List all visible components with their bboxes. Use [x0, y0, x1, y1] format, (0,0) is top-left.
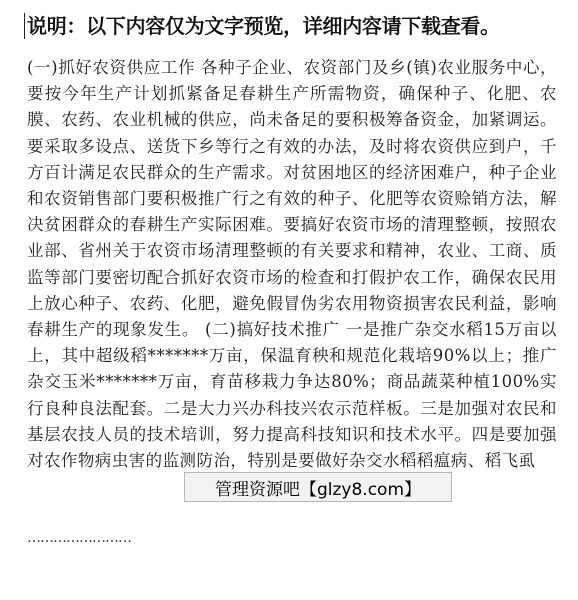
text-cursor [24, 13, 25, 39]
site-watermark: 管理资源吧【glzy8.com】 [184, 472, 452, 502]
preview-notice: 说明：以下内容仅为文字预览，详细内容请下载查看。 [27, 14, 500, 38]
truncation-ellipsis: …………………… [27, 530, 131, 546]
document-body-text: (一)抓好农资供应工作 各种子企业、农资部门及乡(镇)农业服务中心，要按今年生产计划抓紧备足春耕生产所需物资，确保种子、化肥、农膜、农药、农业机械的供应，尚未备足的要积极筹备资金，加紧调运。要采取多设点、送货下乡等行之有效的办法，及时将农资供应到户，千方百计满足农民群众的生产需求。对贫困地区的经济困难户，种子企业和农资销售部门要积极推广行之有效的种子、化肥等农资赊销方法，解决贫困群众的春耕生产实际困难。要搞好农资市场的清理整顿，按照农业部、省州关于农资市场清理整顿的有关要求和精神，农业、工商、质监等部门要密切配合抓好农资市场的检查和打假护农工作，确保农民用上放心种子、农药、化肥，避免假冒伪劣农用物资损害农民利益，影响春耕生产的现象发生。 (二)搞好技术推广 一是推广杂交水稻15万亩以上，其中超级稻*******万亩，保温育秧和规范化栽培90%以上；推广杂交玉米*******万亩，育苗移栽力争达80%；商品蔬菜种植100%实行良种良法配套。二是大力兴办科技兴农示范样板。三是加强对农民和基层农技人员的技术培训，努力提高科技知识和技术水平。四是要加强对农作物病虫害的监测防治，特别是要做好杂交水稻稻瘟病、稻飞虱 [27, 58, 557, 471]
